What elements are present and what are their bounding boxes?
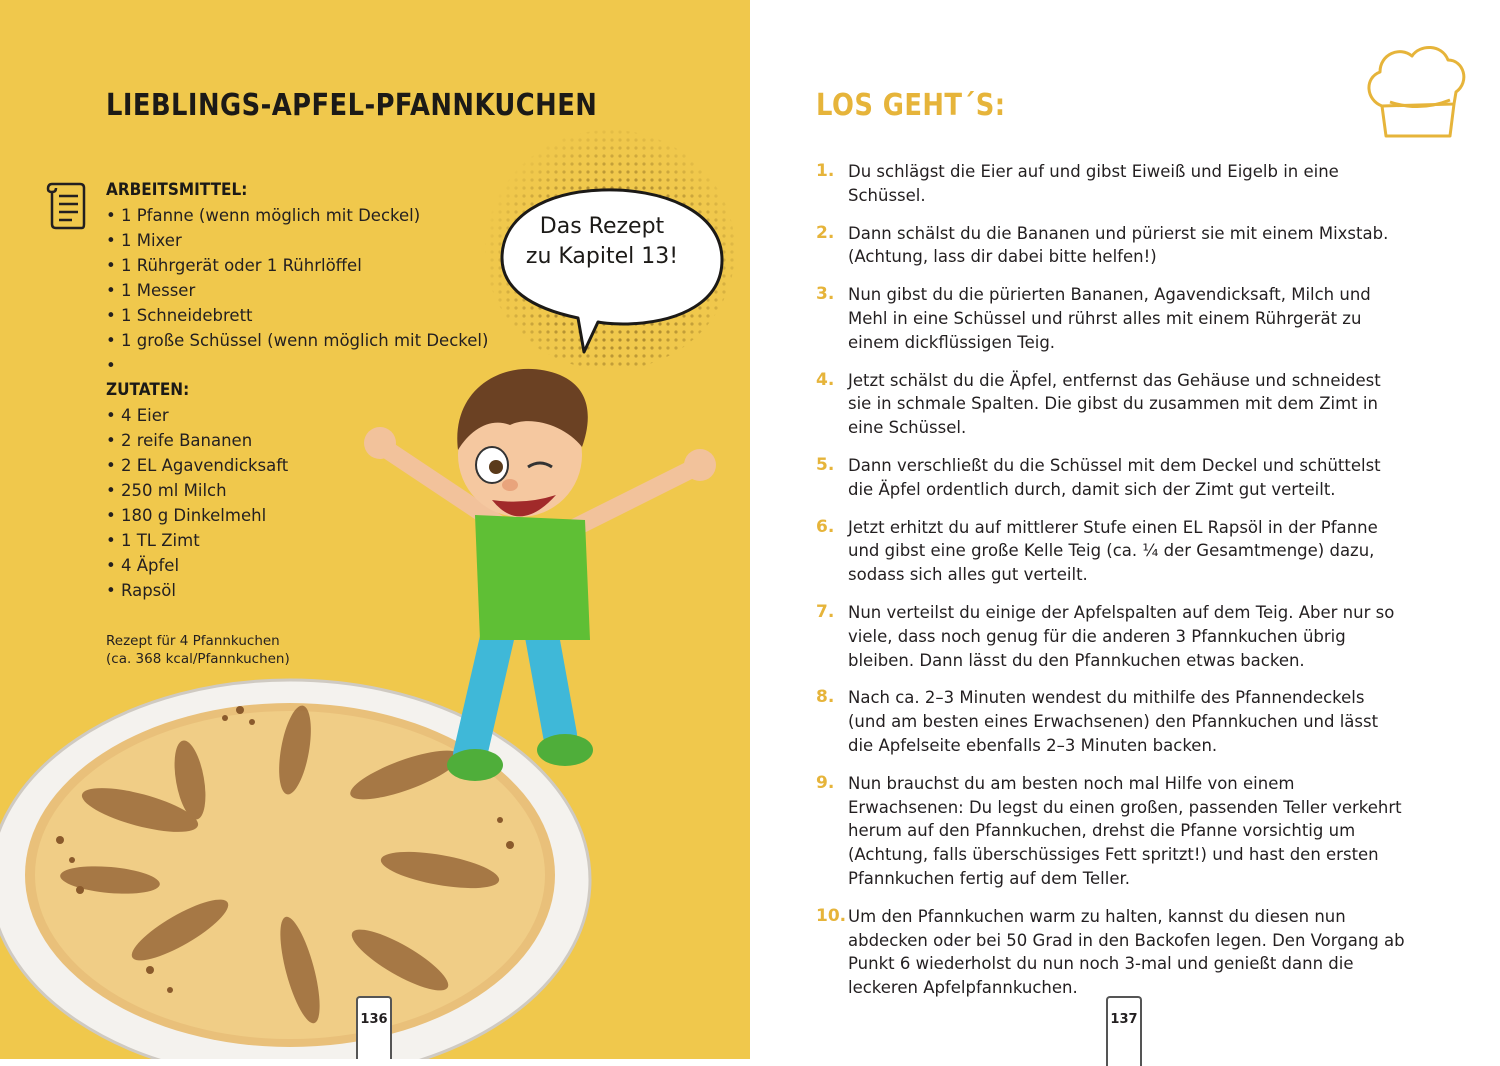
tool-item: • 1 Schneidebrett — [106, 306, 253, 325]
instruction-step — [816, 222, 1406, 270]
step-number: 5. — [816, 454, 835, 475]
step-text: Dann verschließt du die Schüssel mit dem Deckel und schüttelst die Äpfel ordentlich durch, damit sich der Zimt gut verteilt. — [848, 455, 1381, 499]
instruction-step — [816, 905, 1406, 1000]
page-number: 137 — [1106, 996, 1142, 1066]
instruction-step — [816, 454, 1406, 502]
instruction-step — [816, 686, 1406, 757]
ingredient-item: • 180 g Dinkelmehl — [106, 506, 267, 525]
instruction-step — [816, 516, 1406, 587]
instruction-step — [816, 601, 1406, 672]
ingredient-item: • Rapsöl — [106, 581, 176, 600]
ingredient-item: • 4 Eier — [106, 406, 169, 425]
step-text: Nun gibst du die pürierten Bananen, Agavendicksaft, Milch und Mehl in eine Schüssel und rührst alles mit einem Rührgerät zu einem dickflüssigen Teig. — [848, 285, 1371, 352]
instructions-title: LOS GEHT´S: — [816, 88, 1006, 123]
boy-with-pancake-illustration — [360, 355, 720, 805]
step-text: Dann schälst du die Bananen und pürierst sie mit einem Mixstab. (Achtung, lass dir dabei bitte helfen!) — [848, 223, 1389, 267]
instruction-step — [816, 160, 1406, 208]
step-text: Jetzt schälst du die Äpfel, entfernst das Gehäuse und schneidest sie in schmale Spalten. Die gibst du zusammen mit dem Zimt in eine Schüssel. — [848, 370, 1381, 438]
recipe-title: LIEBLINGS-APFEL-PFANNKUCHEN — [106, 88, 598, 123]
step-number: 3. — [816, 284, 835, 305]
tool-item: • 1 Pfanne (wenn möglich mit Deckel) — [106, 206, 421, 225]
left-page — [0, 0, 750, 1059]
instruction-steps — [816, 160, 1406, 1014]
step-number: 6. — [816, 516, 835, 537]
instruction-step — [816, 283, 1406, 354]
step-number: 7. — [816, 601, 835, 622]
recipe-note — [106, 632, 290, 668]
page-number: 136 — [356, 996, 392, 1059]
instruction-step — [816, 369, 1406, 440]
right-page — [750, 0, 1500, 1059]
ingredient-item: • 250 ml Milch — [106, 481, 227, 500]
servings-text: Rezept für 4 Pfannkuchen — [106, 633, 280, 649]
tools-heading: ARBEITSMITTEL: — [106, 180, 248, 200]
step-text: Nun verteilst du einige der Apfelspalten auf dem Teig. Aber nur so viele, dass noch genug für die anderen 3 Pfannkuchen übrig bleiben. Dann lässt du den Pfannkuchen etwas backen. — [848, 602, 1395, 670]
step-number: 8. — [816, 687, 835, 708]
tool-item: • 1 Rührgerät oder 1 Rührlöffel — [106, 256, 362, 275]
tool-item: • — [106, 356, 116, 375]
step-text: Nun brauchst du am besten noch mal Hilfe von einem Erwachsenen: Du legst du einen großen, passenden Teller verkehrt herum auf den Pfannkuchen, drehst die Pfanne vorsichtig um (Achtung, falls überschüssiges Fett spritzt!) und hast den ersten Pfannkuchen fertig auf dem Teller. — [848, 773, 1402, 888]
step-number: 10. — [816, 905, 847, 926]
tool-item: • 1 Mixer — [106, 231, 182, 250]
bubble-line: zu Kapitel 13! — [525, 244, 679, 269]
bubble-text — [518, 212, 686, 272]
step-text: Nach ca. 2–3 Minuten wendest du mithilfe des Pfannendeckels (und am besten eines Erwachsenen) den Pfannkuchen und lässt die Apfelseite ebenfalls 2–3 Minuten backen. — [848, 688, 1379, 755]
calories-text: (ca. 368 kcal/Pfannkuchen) — [106, 651, 290, 667]
ingredients-heading: ZUTATEN: — [106, 380, 190, 400]
bubble-line: Das Rezept — [539, 214, 665, 239]
step-text: Um den Pfannkuchen warm zu halten, kannst du diesen nun abdecken oder bei 50 Grad in den Backofen legen. Den Vorgang ab Punkt 6 wiederholst du nun noch 3-mal und genießt dann die leckeren Apfelpfannkuchen. — [848, 906, 1405, 998]
step-number: 9. — [816, 772, 835, 793]
speech-bubble — [490, 160, 750, 360]
chef-hat-icon — [1360, 38, 1470, 148]
tool-item: • 1 große Schüssel (wenn möglich mit Deckel) — [106, 331, 489, 350]
step-number: 2. — [816, 222, 835, 243]
step-number: 4. — [816, 369, 835, 390]
ingredient-item: • 2 EL Agavendicksaft — [106, 456, 289, 475]
instruction-step — [816, 772, 1406, 891]
ingredient-item: • 1 TL Zimt — [106, 531, 200, 550]
ingredient-item: • 2 reife Bananen — [106, 431, 253, 450]
ingredient-item: • 4 Äpfel — [106, 556, 180, 575]
tool-item: • 1 Messer — [106, 281, 196, 300]
step-text: Jetzt erhitzt du auf mittlerer Stufe einen EL Rapsöl in der Pfanne und gibst eine große Kelle Teig (ca. ¼ der Gesamtmenge) dazu, sodass sich alles gut verteilt. — [848, 517, 1378, 585]
step-text: Du schlägst die Eier auf und gibst Eiweiß und Eigelb in eine Schüssel. — [848, 162, 1339, 205]
step-number: 1. — [816, 161, 835, 181]
recipe-list-icon — [44, 178, 88, 232]
